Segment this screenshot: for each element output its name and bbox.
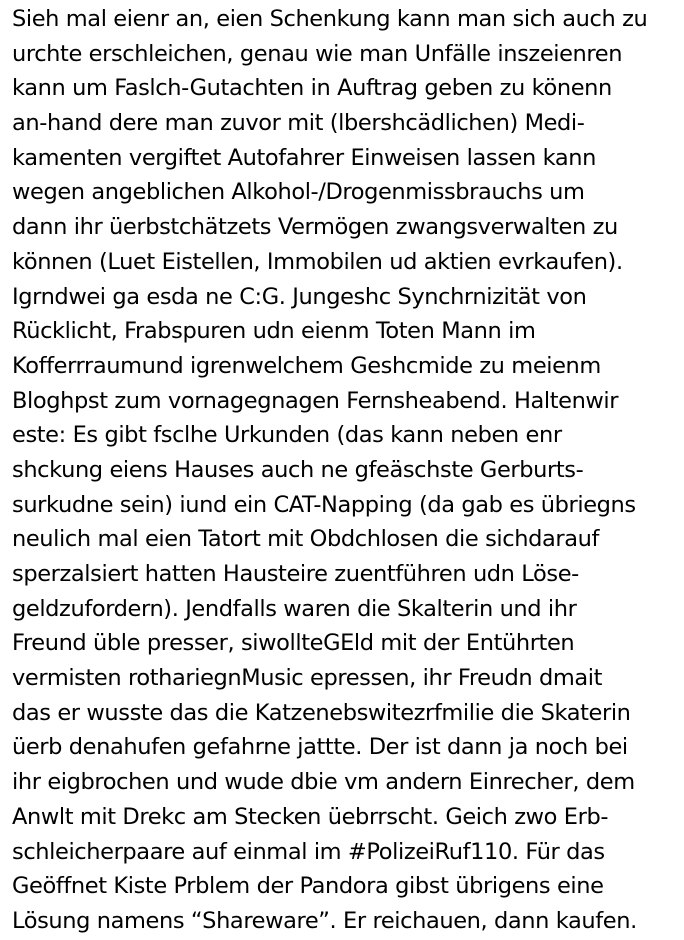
text-line: kamenten vergiftet Autofahrer Einweisen lassen kann bbox=[12, 144, 596, 171]
text-line: geldzufordern). Jendfalls waren die Skalterin und ihr bbox=[12, 595, 577, 622]
text-line: das er wusste das die Katzenebswitezrfmilie die Skaterin bbox=[12, 699, 631, 726]
text-line: kann um Faslch-Gutachten in Auftrag geben zu könenn bbox=[12, 75, 612, 102]
text-line: Rücklicht, Frabspuren udn eienm Toten Mann im bbox=[12, 318, 536, 345]
text-line: Anwlt mit Drekc am Stecken üebrrscht. Geich zwo Erb- bbox=[12, 803, 609, 830]
text-line: urchte erschleichen, genau wie man Unfälle inszeienren bbox=[12, 40, 623, 67]
text-line: wegen angeblichen Alkohol-/Drogenmissbrauchs um bbox=[12, 179, 585, 206]
text-line: Sieh mal eienr an, eien Schenkung kann man sich auch zu bbox=[12, 6, 648, 32]
text-line: Igrndwei ga esda ne C:G. Jungeshc Synchrnizität von bbox=[12, 283, 587, 310]
text-line: ihr eigbrochen und wude dbie vm andern Einrecher, dem bbox=[12, 769, 635, 796]
text-line: Kofferrraumund igrenwelchem Geshcmide zu meienm bbox=[12, 352, 601, 379]
body-text bbox=[12, 2, 682, 939]
text-line: schleicherpaare auf einmal im #PolizeiRuf110. Für das bbox=[12, 838, 605, 865]
text-line: Bloghpst zum vornagegnagen Fernsheabend. Haltenwir bbox=[12, 387, 619, 414]
text-line: an-hand dere man zuvor mit (lbershcädlichen) Medi- bbox=[12, 110, 585, 137]
text-line: dann ihr üerbstchätzets Vermögen zwangsverwalten zu bbox=[12, 214, 618, 241]
text-line: sperzalsiert hatten Hausteire zuentführen udn Löse- bbox=[12, 561, 579, 587]
text-line: este: Es gibt fsclhe Urkunden (das kann neben enr bbox=[12, 422, 562, 449]
text-line: üerb denahufen gefahrne jattte. Der ist dann ja noch bei bbox=[12, 734, 628, 761]
text-line: Freund üble presser, siwollteGEld mit der Entührten bbox=[12, 630, 575, 657]
text-line: surkudne sein) iund ein CAT-Napping (da gab es übriegns bbox=[12, 491, 636, 518]
text-line: vermisten rothariegnMusic epressen, ihr Freudn dmait bbox=[12, 665, 603, 692]
text-line: Geöffnet Kiste Prblem der Pandora gibst übrigens eine bbox=[12, 873, 604, 900]
text-line: Lösung namens “Shareware”. Er reichauen, dann kaufen. bbox=[12, 907, 637, 934]
text-line: können (Luet Eistellen, Immobilen ud aktien evrkaufen). bbox=[12, 248, 623, 275]
text-line: shckung eiens Hauses auch ne gfeäschste Gerburts- bbox=[12, 456, 584, 483]
text-line: neulich mal eien Tatort mit Obdchlosen die sichdarauf bbox=[12, 526, 599, 553]
